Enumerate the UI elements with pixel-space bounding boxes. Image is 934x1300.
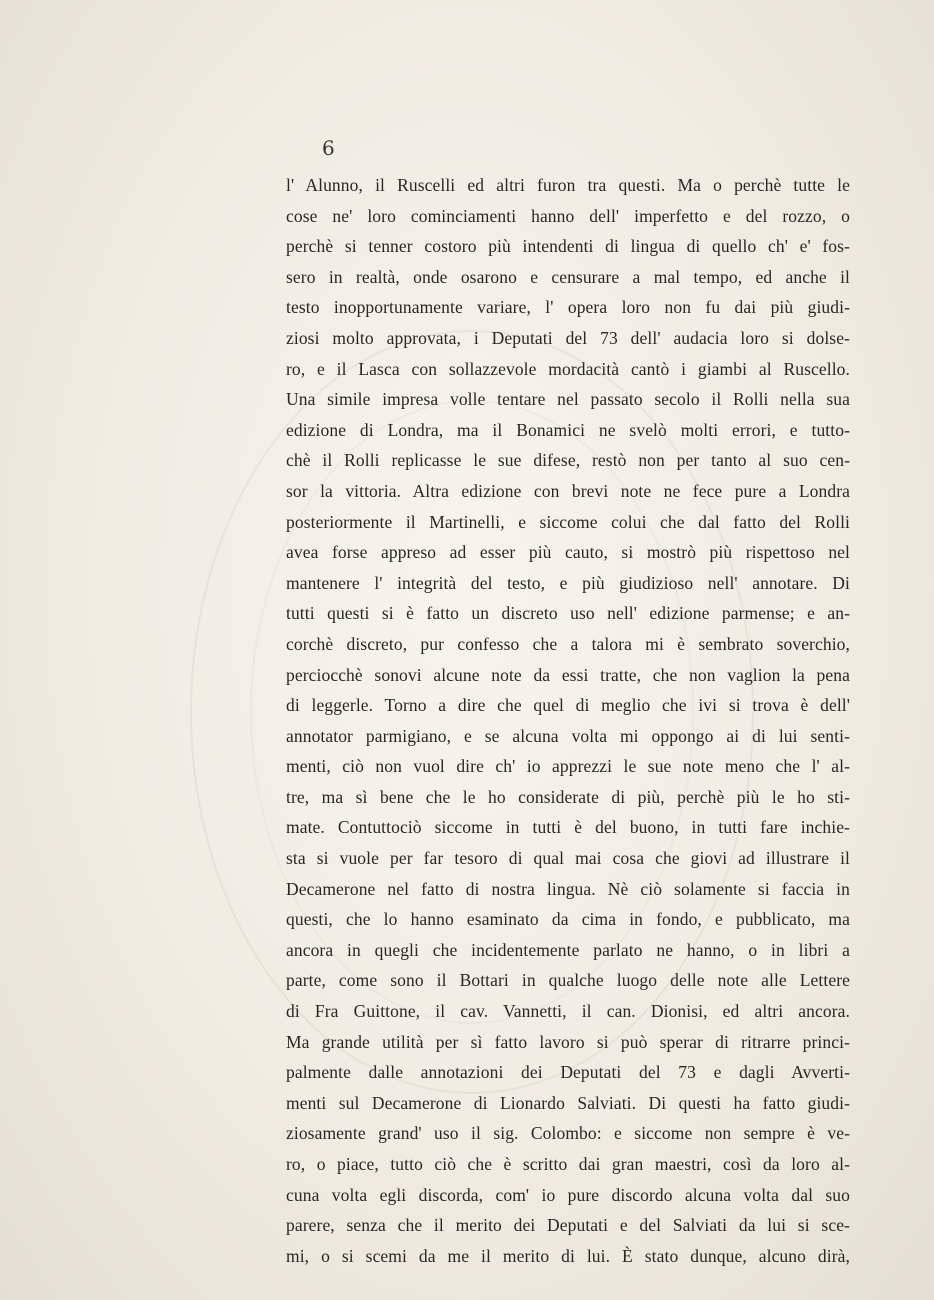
text-line: sor la vittoria. Altra edizione con brevi note ne fece pure a Londra xyxy=(286,480,850,501)
text-line: perciocchè sonovi alcune note da essi tratte, che non vaglion la pena xyxy=(286,664,850,685)
text-line: ancora in quegli che incidentemente parlato ne hanno, o in libri a xyxy=(286,939,850,960)
text-line: di Fra Guittone, il cav. Vannetti, il can. Dionisi, ed altri ancora. xyxy=(286,1001,850,1022)
text-line: Una simile impresa volle tentare nel passato secolo il Rolli nella sua xyxy=(286,389,850,410)
text-line: sero in realtà, onde osarono e censurare a mal tempo, ed anche il xyxy=(286,266,850,287)
text-line: questi, che lo hanno esaminato da cima in fondo, e pubblicato, ma xyxy=(286,909,850,930)
text-line: ro, e il Lasca con sollazzevole mordacità cantò i giambi al Ruscello. xyxy=(286,358,850,379)
text-line: corchè discreto, pur confesso che a talora mi è sembrato soverchio, xyxy=(286,633,850,654)
text-line: avea forse appreso ad esser più cauto, si mostrò più rispettoso nel xyxy=(286,542,850,563)
text-line: testo inopportunamente variare, l' opera loro non fu dai più giudi- xyxy=(286,297,850,318)
text-line: menti, ciò non vuol dire ch' io apprezzi le sue note meno che l' al- xyxy=(286,756,850,777)
text-line: Decamerone nel fatto di nostra lingua. Nè ciò solamente si faccia in xyxy=(286,878,850,899)
text-line: parere, senza che il merito dei Deputati e del Salviati da lui si sce- xyxy=(286,1215,850,1236)
text-line: parte, come sono il Bottari in qualche luogo delle note alle Lettere xyxy=(286,970,850,991)
text-line: di leggerle. Torno a dire che quel di meglio che ivi si trova è dell' xyxy=(286,695,850,716)
text-line: Ma grande utilità per sì fatto lavoro si può sperar di ritrarre princi- xyxy=(286,1031,850,1052)
text-line: posteriormente il Martinelli, e siccome colui che dal fatto del Rolli xyxy=(286,511,850,532)
text-line: annotator parmigiano, e se alcuna volta mi oppongo ai di lui senti- xyxy=(286,725,850,746)
text-line: palmente dalle annotazioni dei Deputati del 73 e dagli Avverti- xyxy=(286,1062,850,1083)
text-line: l' Alunno, il Ruscelli ed altri furon tra questi. Ma o perchè tutte le xyxy=(286,175,850,195)
text-line: ro, o piace, tutto ciò che è scritto dai gran maestri, così da loro al- xyxy=(286,1154,850,1174)
text-line: menti sul Decamerone di Lionardo Salviati. Di questi ha fatto giudi- xyxy=(286,1092,850,1113)
text-line: mantenere l' integrità del testo, e più giudizioso nell' annotare. Di xyxy=(286,572,850,593)
text-line: ziosi molto approvata, i Deputati del 73 dell' audacia loro si dolse- xyxy=(286,327,850,348)
text-line: cose ne' loro cominciamenti hanno dell' imperfetto e del rozzo, o xyxy=(286,205,850,226)
text-line: tutti questi si è fatto un discreto uso nell' edizione parmense; e an- xyxy=(286,603,850,624)
text-line: mate. Contuttociò siccome in tutti è del buono, in tutti fare inchie- xyxy=(286,817,850,838)
page-number: 6 xyxy=(322,136,335,160)
text-line: perchè si tenner costoro più intendenti di lingua di quello ch' e' fos- xyxy=(286,236,850,257)
text-line: edizione di Londra, ma il Bonamici ne svelò molti errori, e tutto- xyxy=(286,419,850,440)
text-line: mi, o si scemi da me il merito di lui. È stato dunque, alcuno dirà, xyxy=(286,1245,850,1266)
text-line: cuna volta egli discorda, com' io pure discordo alcuna volta dal suo xyxy=(286,1184,850,1205)
text-line: tre, ma sì bene che le ho considerate di più, perchè più le ho sti- xyxy=(286,786,850,807)
body-text xyxy=(286,170,850,1271)
text-line: chè il Rolli replicasse le sue difese, restò non per tanto al suo cen- xyxy=(286,450,850,471)
text-line: sta si vuole per far tesoro di qual mai cosa che giovi ad illustrare il xyxy=(286,848,850,869)
text-line: ziosamente grand' uso il sig. Colombo: e siccome non sempre è ve- xyxy=(286,1123,850,1144)
